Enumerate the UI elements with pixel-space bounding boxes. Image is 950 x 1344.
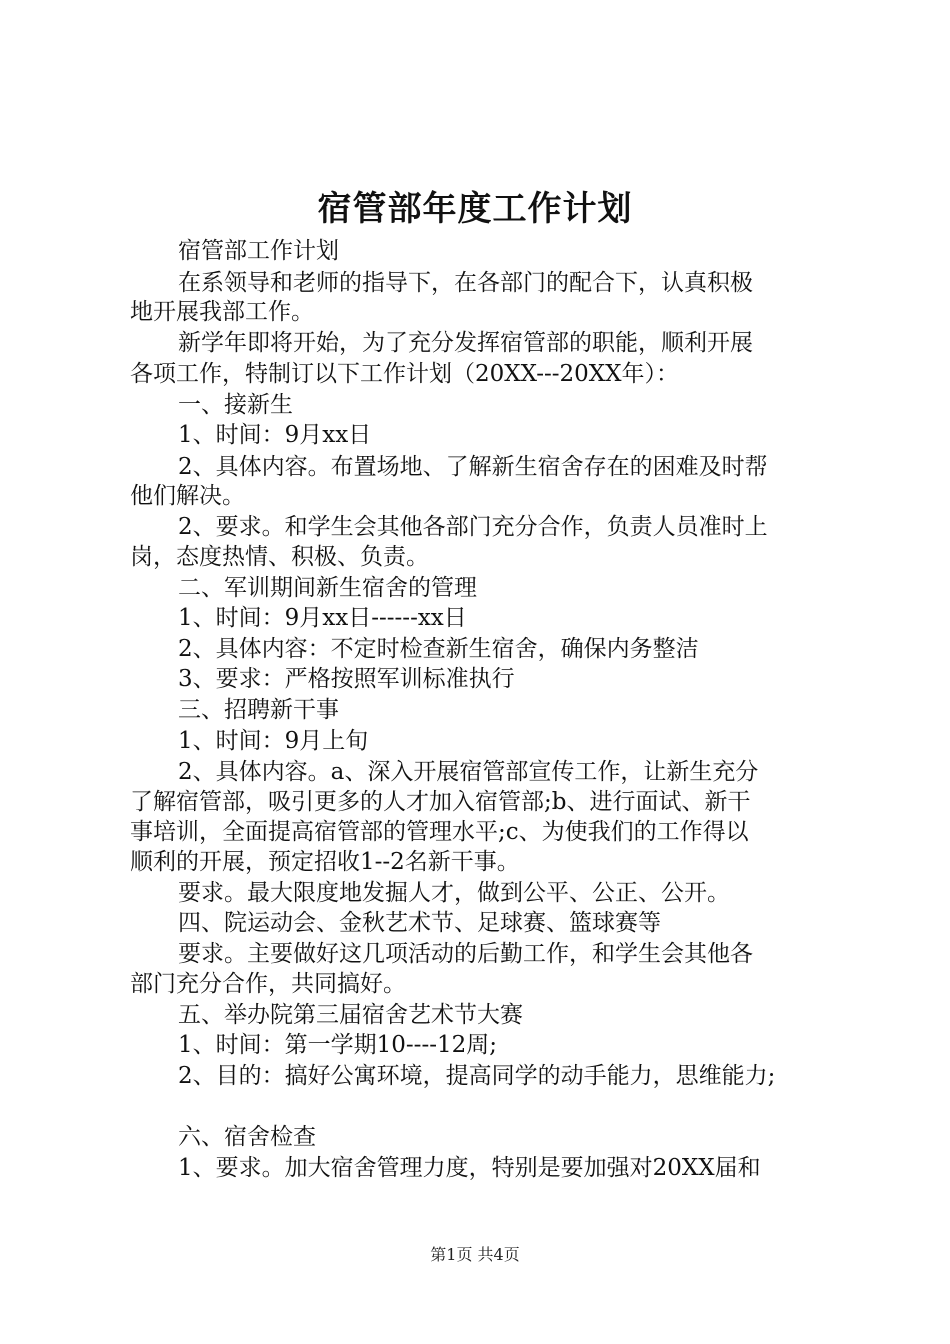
page-footer: 第1页 共4页 <box>430 1245 520 1264</box>
body-line: 六、宿舍检查 <box>178 1124 316 1150</box>
body-line: 2、目的：搞好公寓环境，提高同学的动手能力，思维能力; <box>178 1063 776 1089</box>
body-line: 1、时间：9月上旬 <box>178 728 369 754</box>
body-line: 三、招聘新干事 <box>178 697 339 723</box>
body-line: 1、要求。加大宿舍管理力度，特别是要加强对20XX届和 <box>178 1155 761 1181</box>
body-line: 二、军训期间新生宿舍的管理 <box>178 575 477 601</box>
body-line: 要求。主要做好这几项活动的后勤工作，和学生会其他各 <box>178 941 753 967</box>
body-line: 新学年即将开始，为了充分发挥宿管部的职能，顺利开展 <box>178 330 753 356</box>
body-line: 1、时间：第一学期10----12周; <box>178 1032 498 1058</box>
body-line: 部门充分合作，共同搞好。 <box>130 971 406 997</box>
body-line: 2、具体内容。a、深入开展宿管部宣传工作，让新生充分 <box>178 759 759 785</box>
body-line: 2、具体内容：不定时检查新生宿舍，确保内务整洁 <box>178 636 699 662</box>
body-line: 2、具体内容。布置场地、了解新生宿舍存在的困难及时帮 <box>178 454 768 480</box>
body-line: 2、要求。和学生会其他各部门充分合作，负责人员准时上 <box>178 514 768 540</box>
document-title: 宿管部年度工作计划 <box>317 189 633 229</box>
body-line: 地开展我部工作。 <box>130 299 314 325</box>
body-line: 3、要求：严格按照军训标准执行 <box>178 666 515 692</box>
body-line: 各项工作，特制订以下工作计划（20XX---20XX年）： <box>130 361 680 387</box>
body-line: 1、时间：9月xx日------xx日 <box>178 605 467 631</box>
body-line: 四、院运动会、金秋艺术节、足球赛、篮球赛等 <box>178 910 661 936</box>
body-line: 要求。最大限度地发掘人才，做到公平、公正、公开。 <box>178 880 730 906</box>
body-line: 1、时间：9月xx日 <box>178 422 372 448</box>
body-line: 岗，态度热情、积极、负责。 <box>130 544 429 570</box>
body-line: 一、接新生 <box>178 392 293 418</box>
body-line: 五、举办院第三届宿舍艺术节大赛 <box>178 1002 523 1028</box>
body-line: 他们解决。 <box>130 483 245 509</box>
body-line: 了解宿管部，吸引更多的人才加入宿管部;b、进行面试、新干 <box>130 789 751 815</box>
body-line: 在系领导和老师的指导下，在各部门的配合下，认真积极 <box>178 270 753 296</box>
body-line: 事培训，全面提高宿管部的管理水平;c、为使我们的工作得以 <box>130 819 749 845</box>
body-line: 顺利的开展，预定招收1--2名新干事。 <box>130 849 520 875</box>
body-line: 宿管部工作计划 <box>178 238 339 264</box>
